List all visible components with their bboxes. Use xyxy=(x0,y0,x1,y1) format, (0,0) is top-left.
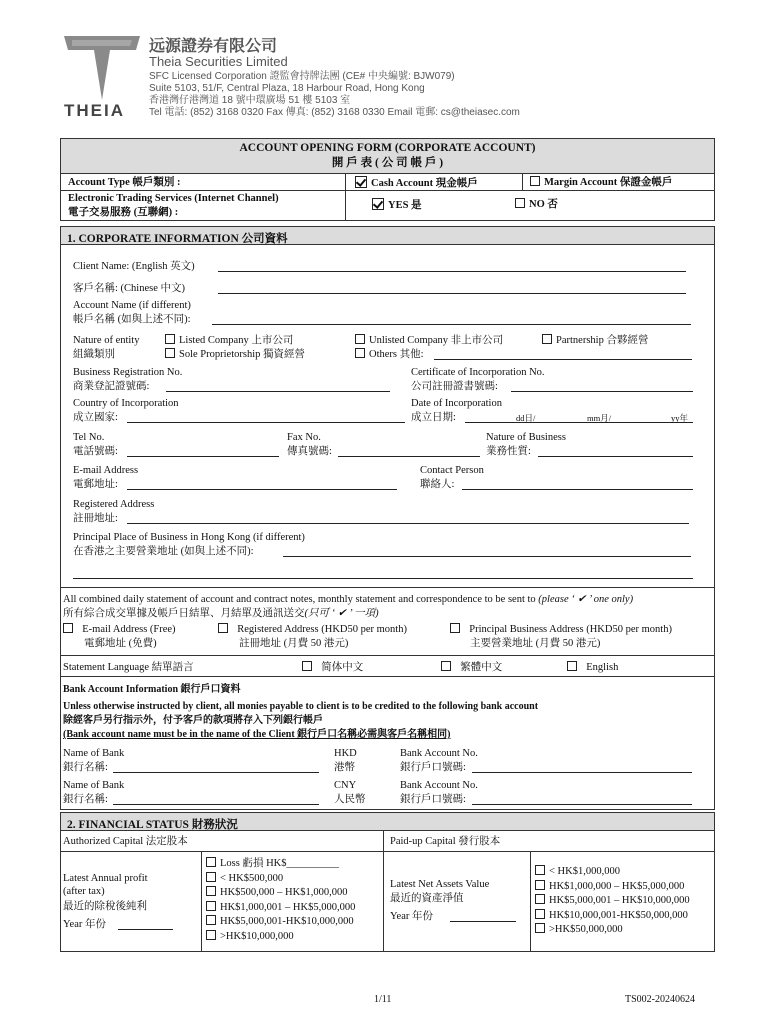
nav-checkbox[interactable] xyxy=(535,923,545,933)
nature-entity-en: Nature of entity xyxy=(73,335,140,346)
ci-field[interactable] xyxy=(511,380,693,392)
client-name-en-label: Client Name: (English 英文) xyxy=(73,261,195,272)
nav-option[interactable]: HK$1,000,000 – HK$5,000,000 xyxy=(535,880,690,895)
ppb-label-en: Principal Place of Business in Hong Kong (if different) xyxy=(73,532,305,543)
bank-acc-cny-zh: 銀行戶口號碼: xyxy=(400,794,466,805)
nav-checkbox[interactable] xyxy=(535,894,545,904)
company-name-zh: 远源證券有限公司 xyxy=(149,38,278,55)
country-field[interactable] xyxy=(127,411,405,423)
unlisted-checkbox[interactable] xyxy=(355,334,365,344)
bank-note2: 除經客戶另行指示外，付予客戶的款項將存入下列銀行帳戶 xyxy=(63,715,323,726)
ci-label-en: Certificate of Incorporation No. xyxy=(411,367,545,378)
company-address-zh: 香港灣仔港灣道 18 號中環廣場 51 樓 5103 室 xyxy=(149,95,351,106)
statement-reg-checkbox[interactable] xyxy=(218,623,228,633)
bank-box xyxy=(60,676,715,810)
reg-address-field[interactable] xyxy=(127,512,689,524)
nature-entity-zh: 組織類別 xyxy=(73,349,115,360)
email-label-en: E-mail Address xyxy=(73,465,139,476)
profit-checkbox[interactable] xyxy=(206,915,216,925)
fax-label-en: Fax No. xyxy=(287,432,321,443)
account-name-zh-label: 帳戶名稱 (如與上述不同): xyxy=(73,314,191,325)
statement-ppb-zh: 主要營業地址 (月費 50 港元) xyxy=(470,638,601,649)
logo-text: THEIA xyxy=(64,101,125,120)
lang-tc-option[interactable]: 繁體中文 xyxy=(441,661,502,674)
fax-field[interactable] xyxy=(338,445,480,457)
lang-sc-option[interactable]: 简体中文 xyxy=(302,661,363,674)
statement-language-label: Statement Language 結單語言 xyxy=(63,662,194,673)
profit-checkbox[interactable] xyxy=(206,930,216,940)
nav-label-zh: 最近的資產淨值 xyxy=(390,893,464,904)
contact-label-en: Contact Person xyxy=(420,465,484,476)
date-label-en: Date of Incorporation xyxy=(411,398,502,409)
ets-no-checkbox[interactable] xyxy=(515,198,525,208)
lang-tc-checkbox[interactable] xyxy=(441,661,451,671)
listed-company-option[interactable]: Listed Company 上市公司 xyxy=(165,334,293,347)
contact-field[interactable] xyxy=(462,478,693,490)
profit-options xyxy=(206,857,355,944)
company-address-en: Suite 5103, 51/F, Central Plaza, 18 Harbour Road, Hong Kong xyxy=(149,83,425,94)
company-licence: SFC Licensed Corporation 證監會持牌法團 (CE# 中央編號: BJW079) xyxy=(149,71,455,82)
bank-note3: (Bank account name must be in the name of the Client 銀行戶口名稱必需與客戶名稱相同) xyxy=(63,729,451,740)
nob-label-zh: 業務性質: xyxy=(486,446,531,457)
nav-year-field[interactable] xyxy=(450,910,516,922)
nav-options xyxy=(535,865,690,938)
cash-account-option[interactable]: Cash Account 現金帳戶 xyxy=(355,176,478,190)
reg-address-en: Registered Address xyxy=(73,499,155,510)
bank-name-cny-en: Name of Bank xyxy=(63,780,125,791)
tel-label-zh: 電話號碼: xyxy=(73,446,118,457)
nav-option[interactable]: < HK$1,000,000 xyxy=(535,865,690,880)
date-dd: dd日/ xyxy=(516,413,536,423)
statement-reg-zh: 註冊地址 (月費 50 港元) xyxy=(239,638,349,649)
others-checkbox[interactable] xyxy=(355,348,365,358)
margin-account-checkbox[interactable] xyxy=(530,176,540,186)
statement-email-zh: 電郵地址 (免費) xyxy=(84,638,157,649)
cny-label-en: CNY xyxy=(334,780,357,791)
profit-checkbox[interactable] xyxy=(206,857,216,867)
date-label-zh: 成立日期: xyxy=(411,412,456,423)
profit-label-en1: Latest Annual profit xyxy=(63,873,148,884)
date-field[interactable] xyxy=(465,411,693,423)
partnership-checkbox[interactable] xyxy=(542,334,552,344)
nav-option[interactable]: HK$10,000,001-HK$50,000,000 xyxy=(535,909,690,924)
statement-reg-option[interactable]: Registered Address (HKD50 per month) xyxy=(218,623,407,636)
ets-label-en: Electronic Trading Services (Internet Channel) xyxy=(68,193,279,204)
paidup-capital-label: Paid-up Capital 發行股本 xyxy=(390,836,501,847)
form-title-box xyxy=(60,138,715,174)
nav-checkbox[interactable] xyxy=(535,880,545,890)
ppb-field-line2[interactable] xyxy=(73,567,693,579)
others-option[interactable]: Others 其他: xyxy=(355,348,424,361)
statement-email-checkbox[interactable] xyxy=(63,623,73,633)
fax-label-zh: 傳真號碼: xyxy=(287,446,332,457)
profit-checkbox[interactable] xyxy=(206,872,216,882)
tel-field[interactable] xyxy=(127,445,279,457)
partnership-option[interactable]: Partnership 合夥經營 xyxy=(542,334,648,347)
profit-option[interactable]: HK$500,000 – HK$1,000,000 xyxy=(206,886,355,901)
lang-en-option[interactable]: English xyxy=(567,661,618,674)
statement-line1: All combined daily statement of account and contract notes, monthly statement and correspondence to be sent to (please ‘ ✔ ’ one only) xyxy=(63,594,634,605)
tel-label-en: Tel No. xyxy=(73,432,105,443)
profit-checkbox[interactable] xyxy=(206,901,216,911)
ets-label-zh: 電子交易服務 (互聯網) : xyxy=(68,207,179,218)
date-mm: mm月/ xyxy=(587,413,612,423)
profit-checkbox[interactable] xyxy=(206,886,216,896)
authorized-capital-label: Authorized Capital 法定股本 xyxy=(63,836,188,847)
bank-name-cny-field[interactable] xyxy=(113,793,319,805)
br-label-en: Business Registration No. xyxy=(73,367,183,378)
section2-title: 2. FINANCIAL STATUS 財務狀況 xyxy=(67,819,238,831)
profit-option[interactable]: < HK$500,000 xyxy=(206,872,355,887)
statement-ppb-checkbox[interactable] xyxy=(450,623,460,633)
cny-label-zh: 人民幣 xyxy=(334,794,366,805)
br-field[interactable] xyxy=(166,380,390,392)
nob-field[interactable] xyxy=(538,445,693,457)
ets-yes-checkbox[interactable] xyxy=(372,198,384,210)
nav-year-label: Year 年份 xyxy=(390,911,433,922)
section2-header xyxy=(60,812,715,831)
account-name-en-label: Account Name (if different) xyxy=(73,300,191,311)
hkd-label-zh: 港幣 xyxy=(334,762,355,773)
page-number: 1/11 xyxy=(374,994,392,1005)
country-label-en: Country of Incorporation xyxy=(73,398,179,409)
reg-address-zh: 註冊地址: xyxy=(73,513,118,524)
bank-name-hkd-field[interactable] xyxy=(113,761,319,773)
company-logo xyxy=(64,34,140,102)
client-name-zh-field[interactable] xyxy=(218,282,686,294)
sole-checkbox[interactable] xyxy=(165,348,175,358)
listed-checkbox[interactable] xyxy=(165,334,175,344)
bank-name-cny-zh: 銀行名稱: xyxy=(63,794,108,805)
nob-label-en: Nature of Business xyxy=(486,432,566,443)
company-name-en: Theia Securities Limited xyxy=(149,54,288,69)
account-name-field[interactable] xyxy=(212,313,691,325)
ppb-label-zh: 在香港之主要營業地址 (如與上述不同): xyxy=(73,546,254,557)
contact-label-zh: 聯絡人: xyxy=(420,479,455,490)
form-title-en: ACCOUNT OPENING FORM (CORPORATE ACCOUNT) xyxy=(239,142,536,154)
bank-acc-hkd-zh: 銀行戶口號碼: xyxy=(400,762,466,773)
company-contact: Tel 電話: (852) 3168 0320 Fax 傳真: (852) 3168 0330 Email 電郵: cs@theiasec.com xyxy=(149,107,520,118)
br-label-zh: 商業登記證號碼: xyxy=(73,381,150,392)
nav-option[interactable]: HK$5,000,001 – HK$10,000,000 xyxy=(535,894,690,909)
others-field[interactable] xyxy=(434,348,692,360)
bank-name-hkd-en: Name of Bank xyxy=(63,748,125,759)
cash-account-checkbox[interactable] xyxy=(355,176,367,188)
nav-option[interactable]: >HK$50,000,000 xyxy=(535,923,690,938)
ets-no-option[interactable]: NO 否 xyxy=(515,198,558,211)
account-type-label: Account Type 帳戶類別 : xyxy=(68,177,181,188)
bank-title: Bank Account Information 銀行戶口資料 xyxy=(63,684,241,695)
bank-acc-hkd-en: Bank Account No. xyxy=(400,748,478,759)
bank-acc-cny-field[interactable] xyxy=(472,793,692,805)
profit-option[interactable]: HK$5,000,001-HK$10,000,000 xyxy=(206,915,355,930)
bank-acc-hkd-field[interactable] xyxy=(472,761,692,773)
profit-option[interactable]: >HK$10,000,000 xyxy=(206,930,355,945)
profit-label-zh: 最近的除稅後純利 xyxy=(63,901,147,912)
profit-option[interactable]: HK$1,000,001 – HK$5,000,000 xyxy=(206,901,355,916)
section1-header xyxy=(60,226,715,245)
lang-sc-checkbox[interactable] xyxy=(302,661,312,671)
lang-en-checkbox[interactable] xyxy=(567,661,577,671)
country-label-zh: 成立國家: xyxy=(73,412,118,423)
profit-year-label: Year 年份 xyxy=(63,919,106,930)
client-name-zh-label: 客戶名稱: (Chinese 中文) xyxy=(73,283,185,294)
ppb-field[interactable] xyxy=(283,545,691,557)
form-code: TS002-20240624 xyxy=(625,994,695,1005)
form-title-zh: 開 戶 表 ( 公 司 帳 戶 ) xyxy=(331,157,444,169)
statement-email-option[interactable]: E-mail Address (Free) xyxy=(63,623,176,636)
email-field[interactable] xyxy=(127,478,397,490)
date-yy: yy年 xyxy=(671,413,689,423)
ets-yes-option[interactable]: YES 是 xyxy=(372,198,422,212)
profit-label-en2: (after tax) xyxy=(63,886,105,897)
profit-year-field[interactable] xyxy=(118,918,173,930)
profit-option[interactable]: Loss 虧損 HK$__________ xyxy=(206,857,355,872)
nav-checkbox[interactable] xyxy=(535,865,545,875)
bank-name-hkd-zh: 銀行名稱: xyxy=(63,762,108,773)
ci-label-zh: 公司註冊證書號碼: xyxy=(411,381,498,392)
unlisted-company-option[interactable]: Unlisted Company 非上市公司 xyxy=(355,334,503,347)
nav-checkbox[interactable] xyxy=(535,909,545,919)
bank-note1: Unless otherwise instructed by client, all monies payable to client is to be credited to the following bank account xyxy=(63,701,539,712)
sole-proprietorship-option[interactable]: Sole Proprietorship 獨資經營 xyxy=(165,348,305,361)
email-label-zh: 電郵地址: xyxy=(73,479,118,490)
statement-ppb-option[interactable]: Principal Business Address (HKD50 per month) xyxy=(450,623,672,636)
hkd-label-en: HKD xyxy=(334,748,357,759)
nav-label-en: Latest Net Assets Value xyxy=(390,879,490,890)
statement-line2: 所有綜合成交單據及帳戶日結單、月結單及通訊送交(只可 ‘ ✔ ’ 一項) xyxy=(63,608,379,619)
section1-title: 1. CORPORATE INFORMATION 公司資料 xyxy=(67,233,288,245)
bank-acc-cny-en: Bank Account No. xyxy=(400,780,478,791)
client-name-en-field[interactable] xyxy=(218,260,686,272)
margin-account-option[interactable]: Margin Account 保證金帳戶 xyxy=(530,176,672,189)
